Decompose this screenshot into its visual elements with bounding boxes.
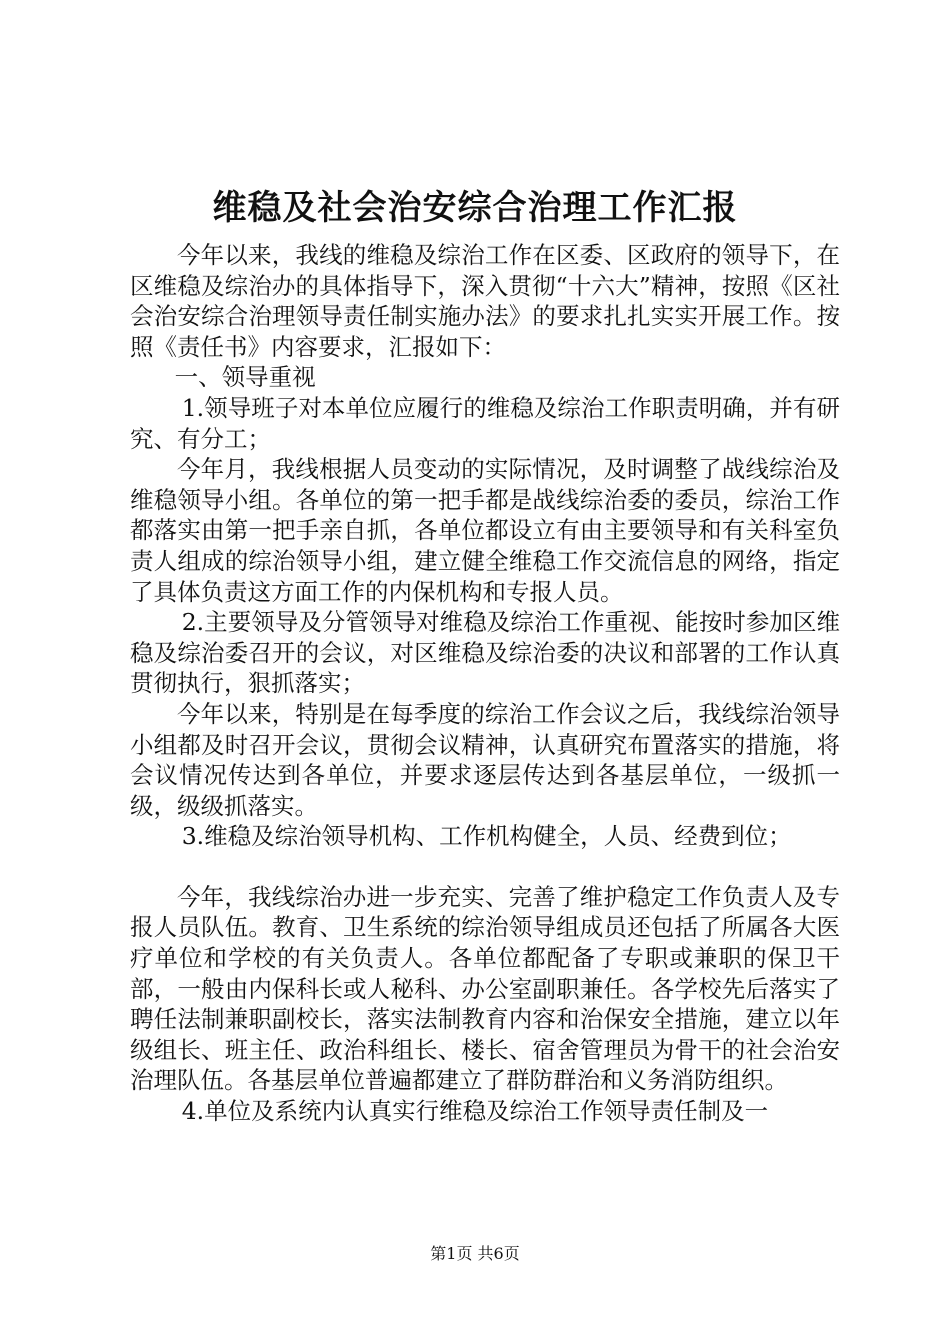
paragraph-spacer bbox=[130, 852, 840, 882]
paragraph-item-2-detail: 今年以来，特别是在每季度的综治工作会议之后，我线综治领导小组都及时召开会议，贯彻会议精神，认真研究布置落实的措施，将会议情况传达到各单位，并要求逐层传达到各基层单位，一级抓一级，级级抓落实。 bbox=[130, 699, 840, 820]
section-heading: 一、领导重视 bbox=[174, 363, 316, 392]
paragraph-intro: 今年以来，我线的维稳及综治工作在区委、区政府的领导下，在区维稳及综治办的具体指导下，深入贯彻“十六大”精神，按照《区社会治安综合治理领导责任制实施办法》的要求扎扎实实开展工作。按照《责任书》内容要求，汇报如下： bbox=[130, 241, 840, 361]
paragraph-item-4: 4.单位及系统内认真实行维稳及综治工作领导责任制及一 bbox=[181, 1097, 769, 1126]
document-title: 维稳及社会治安综合治理工作汇报 bbox=[212, 188, 738, 228]
paragraph-item-1-detail: 今年月，我线根据人员变动的实际情况，及时调整了战线综治及维稳领导小组。各单位的第一把手都是战线综治委的委员，综治工作都落实由第一把手亲自抓，各单位都设立有由主要领导和有关科室负责人组成的综治领导小组，建立健全维稳工作交流信息的网络，指定了具体负责这方面工作的内保机构和专报人员。 bbox=[130, 455, 840, 606]
document-body bbox=[130, 240, 840, 1127]
paragraph-item-3: 3.维稳及综治领导机构、工作机构健全，人员、经费到位； bbox=[181, 822, 792, 851]
paragraph-item-2: 2.主要领导及分管领导对维稳及综治工作重视、能按时参加区维稳及综治委召开的会议，对区维稳及综治委的决议和部署的工作认真贯彻执行，狠抓落实； bbox=[130, 608, 840, 698]
page-footer: 第1页 共6页 bbox=[430, 1244, 520, 1263]
paragraph-item-3-detail: 今年，我线综治办进一步充实、完善了维护稳定工作负责人及专报人员队伍。教育、卫生系统的综治领导组成员还包括了所属各大医疗单位和学校的有关负责人。各单位都配备了专职或兼职的保卫干部，一般由内保科长或人秘科、办公室副职兼任。各学校先后落实了聘任法制兼职副校长，落实法制教育内容和治保安全措施，建立以年级组长、班主任、政治科组长、楼长、宿舍管理员为骨干的社会治安治理队伍。各基层单位普遍都建立了群防群治和义务消防组织。 bbox=[130, 882, 840, 1095]
paragraph-item-1: 1.领导班子对本单位应履行的维稳及综治工作职责明确，并有研究、有分工； bbox=[130, 393, 840, 453]
